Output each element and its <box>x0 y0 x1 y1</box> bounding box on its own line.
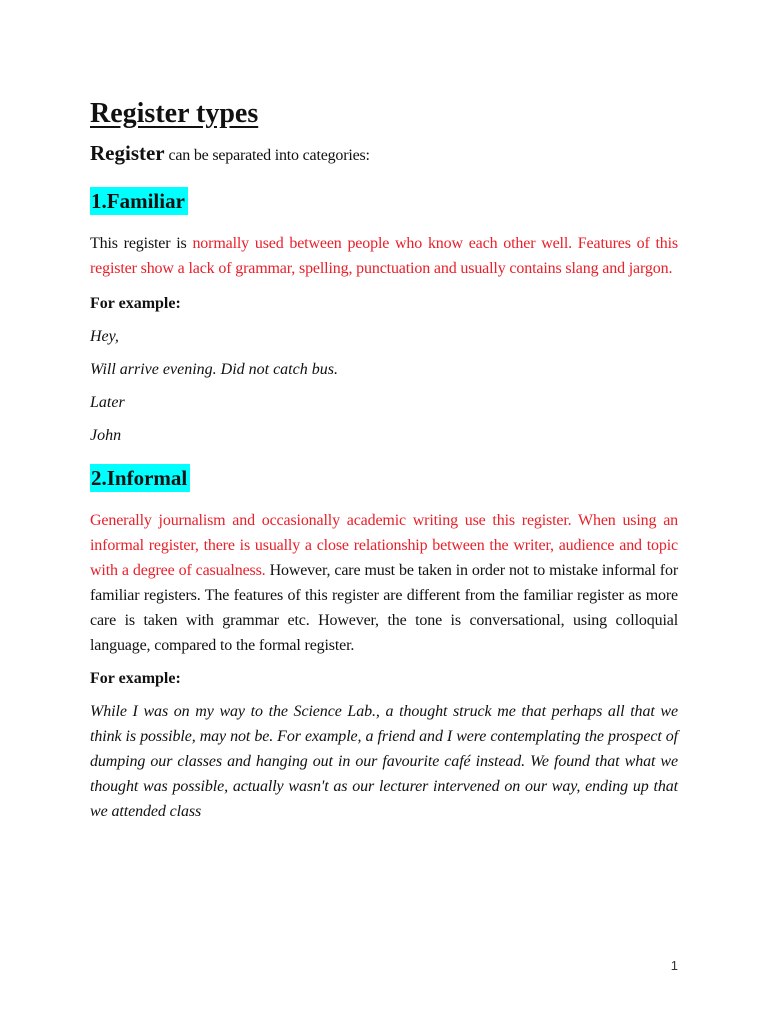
informal-paragraph <box>90 508 678 658</box>
section-heading-familiar: 1.Familiar <box>90 187 188 215</box>
informal-example-label: For example: <box>90 670 181 687</box>
familiar-paragraph-intro: This register is <box>90 235 193 252</box>
informal-paragraph-highlight: Generally journalism and occasionally academic writing use this register. When using an informal register, there is usually a close relationship between the writer, audience and topic with a degree of casualness. <box>90 512 678 579</box>
familiar-example-line: Later <box>90 394 125 411</box>
familiar-example-line: Hey, <box>90 328 119 345</box>
informal-example-text: While I was on my way to the Science Lab., a thought struck me that perhaps all that we think is possible, may not be. For example, a friend and I were contemplating the prospect of dumping our classes and hanging out in our favourite café instead. We found that what we thought was possible, actually wasn't as our lecturer intervened on our way, ending up that we attended class <box>90 703 678 820</box>
familiar-example <box>90 324 678 448</box>
informal-paragraph-rest: However, care must be taken in order not to mistake informal for familiar registers. The features of this register are different from the familiar register as more care is taken with grammar etc. However, the tone is conversational, using colloquial language, compared to the formal register. <box>90 562 678 654</box>
page-number: 1 <box>670 958 678 973</box>
subtitle-lead: Register <box>90 141 165 165</box>
subtitle-rest: can be separated into categories: <box>164 147 370 164</box>
familiar-paragraph-highlight: normally used between people who know each other well. Features of this register show a lack of grammar, spelling, punctuation and usually contains slang and jargon. <box>90 235 678 277</box>
subtitle <box>90 138 678 171</box>
section-heading-informal: 2.Informal <box>90 464 190 492</box>
familiar-paragraph <box>90 231 678 281</box>
familiar-example-line: Will arrive evening. Did not catch bus. <box>90 361 338 378</box>
page-title: Register types <box>90 98 259 129</box>
familiar-example-line: John <box>90 427 122 444</box>
familiar-example-label: For example: <box>90 295 181 312</box>
document-body <box>90 94 678 824</box>
